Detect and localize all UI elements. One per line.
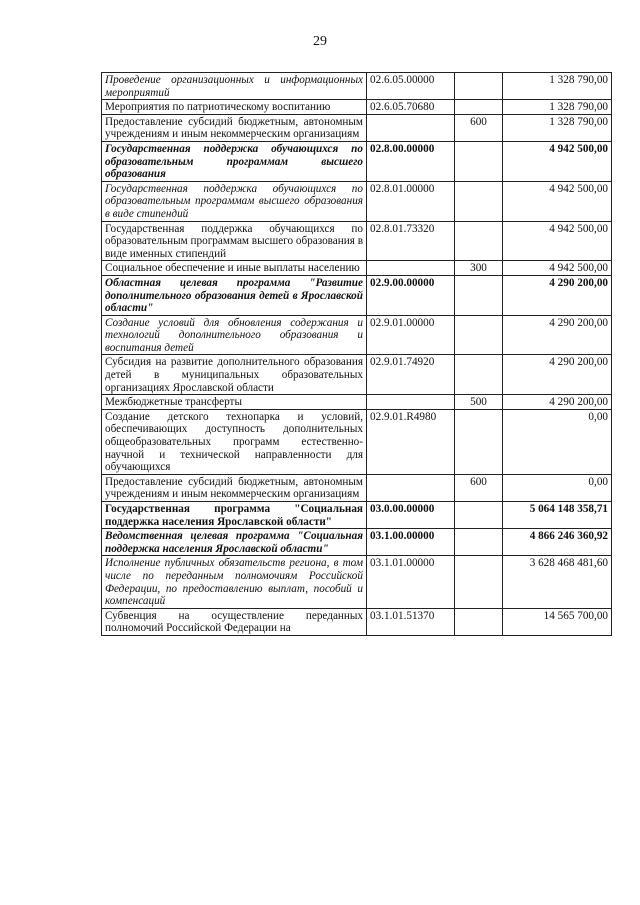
row-name-cell: Государственная программа "Социальная поддержка населения Ярославской области": [102, 502, 367, 529]
table-row: [102, 502, 612, 529]
table-row: [102, 474, 612, 501]
row-amount-cell: 0,00: [503, 474, 612, 501]
table-row: [102, 275, 612, 315]
row-code-cell: 02.9.01.74920: [367, 355, 455, 395]
row-code-cell: 02.9.00.00000: [367, 275, 455, 315]
row-name-cell: Создание детского технопарка и условий, обеспечивающих доступность дополнительных общеобразовательных программ естественно-научной и технической направленности для обучающихся: [102, 409, 367, 474]
row-code-cell: 03.1.01.00000: [367, 556, 455, 608]
row-code-cell: [367, 114, 455, 141]
row-type-cell: [455, 275, 503, 315]
row-type-cell: 500: [455, 395, 503, 410]
row-name-cell: Межбюджетные трансферты: [102, 395, 367, 410]
row-name-cell: Государственная поддержка обучающихся по образовательным программам высшего образования: [102, 141, 367, 181]
table-row: [102, 261, 612, 276]
table-row: [102, 556, 612, 608]
budget-table-body: [102, 73, 612, 636]
row-code-cell: 02.9.01.00000: [367, 315, 455, 355]
row-code-cell: 02.8.01.73320: [367, 221, 455, 261]
row-name-cell: Проведение организационных и информационных мероприятий: [102, 73, 367, 100]
row-type-cell: [455, 556, 503, 608]
table-row: [102, 221, 612, 261]
table-row: [102, 315, 612, 355]
row-amount-cell: 4 942 500,00: [503, 181, 612, 221]
table-row: [102, 141, 612, 181]
row-amount-cell: 4 290 200,00: [503, 315, 612, 355]
row-name-cell: Исполнение публичных обязательств региона, в том числе по переданным полномочиям Российской Федерации, по предоставлению выплат, пособий и компенсаций: [102, 556, 367, 608]
row-code-cell: 02.8.01.00000: [367, 181, 455, 221]
row-code-cell: [367, 395, 455, 410]
row-amount-cell: 4 290 200,00: [503, 355, 612, 395]
row-type-cell: [455, 100, 503, 115]
row-type-cell: [455, 355, 503, 395]
row-amount-cell: 1 328 790,00: [503, 100, 612, 115]
page-number: 29: [313, 34, 327, 49]
row-name-cell: Предоставление субсидий бюджетным, автономным учреждениям и иным некоммерческим организациям: [102, 474, 367, 501]
row-name-cell: Предоставление субсидий бюджетным, автономным учреждениям и иным некоммерческим организациям: [102, 114, 367, 141]
row-type-cell: 600: [455, 114, 503, 141]
table-row: [102, 409, 612, 474]
row-amount-cell: 0,00: [503, 409, 612, 474]
table-row: [102, 73, 612, 100]
row-name-cell: Государственная поддержка обучающихся по образовательным программам высшего образования в виде стипендий: [102, 181, 367, 221]
row-type-cell: [455, 409, 503, 474]
row-type-cell: [455, 502, 503, 529]
row-type-cell: [455, 608, 503, 635]
row-amount-cell: 4 942 500,00: [503, 141, 612, 181]
row-amount-cell: 4 866 246 360,92: [503, 529, 612, 556]
row-code-cell: 03.1.00.00000: [367, 529, 455, 556]
row-amount-cell: 1 328 790,00: [503, 73, 612, 100]
row-type-cell: 600: [455, 474, 503, 501]
row-amount-cell: 14 565 700,00: [503, 608, 612, 635]
row-code-cell: 03.0.00.00000: [367, 502, 455, 529]
row-amount-cell: 4 942 500,00: [503, 221, 612, 261]
row-amount-cell: 4 290 200,00: [503, 395, 612, 410]
row-code-cell: 02.6.05.00000: [367, 73, 455, 100]
row-type-cell: [455, 529, 503, 556]
row-code-cell: 03.1.01.51370: [367, 608, 455, 635]
row-amount-cell: 3 628 468 481,60: [503, 556, 612, 608]
table-row: [102, 395, 612, 410]
row-code-cell: 02.9.01.R4980: [367, 409, 455, 474]
row-amount-cell: 5 064 148 358,71: [503, 502, 612, 529]
row-name-cell: Субсидия на развитие дополнительного образования детей в муниципальных образовательных организациях Ярославской области: [102, 355, 367, 395]
row-type-cell: [455, 221, 503, 261]
row-name-cell: Государственная поддержка обучающихся по образовательным программам высшего образования в виде именных стипендий: [102, 221, 367, 261]
row-type-cell: [455, 315, 503, 355]
row-name-cell: Областная целевая программа "Развитие дополнительного образования детей в Ярославской области": [102, 275, 367, 315]
row-code-cell: 02.8.00.00000: [367, 141, 455, 181]
row-name-cell: Создание условий для обновления содержания и технологий дополнительного образования и воспитания детей: [102, 315, 367, 355]
table-row: [102, 529, 612, 556]
row-name-cell: Субвенция на осуществление переданных полномочий Российской Федерации на: [102, 608, 367, 635]
row-name-cell: Ведомственная целевая программа "Социальная поддержка населения Ярославской области": [102, 529, 367, 556]
row-type-cell: [455, 181, 503, 221]
row-type-cell: [455, 141, 503, 181]
row-name-cell: Социальное обеспечение и иные выплаты населению: [102, 261, 367, 276]
row-type-cell: [455, 73, 503, 100]
row-amount-cell: 1 328 790,00: [503, 114, 612, 141]
row-code-cell: [367, 474, 455, 501]
table-row: [102, 100, 612, 115]
row-amount-cell: 4 942 500,00: [503, 261, 612, 276]
budget-table: [101, 72, 612, 636]
table-row: [102, 608, 612, 635]
row-type-cell: 300: [455, 261, 503, 276]
table-row: [102, 114, 612, 141]
row-amount-cell: 4 290 200,00: [503, 275, 612, 315]
row-name-cell: Мероприятия по патриотическому воспитанию: [102, 100, 367, 115]
row-code-cell: 02.6.05.70680: [367, 100, 455, 115]
table-row: [102, 181, 612, 221]
row-code-cell: [367, 261, 455, 276]
table-row: [102, 355, 612, 395]
